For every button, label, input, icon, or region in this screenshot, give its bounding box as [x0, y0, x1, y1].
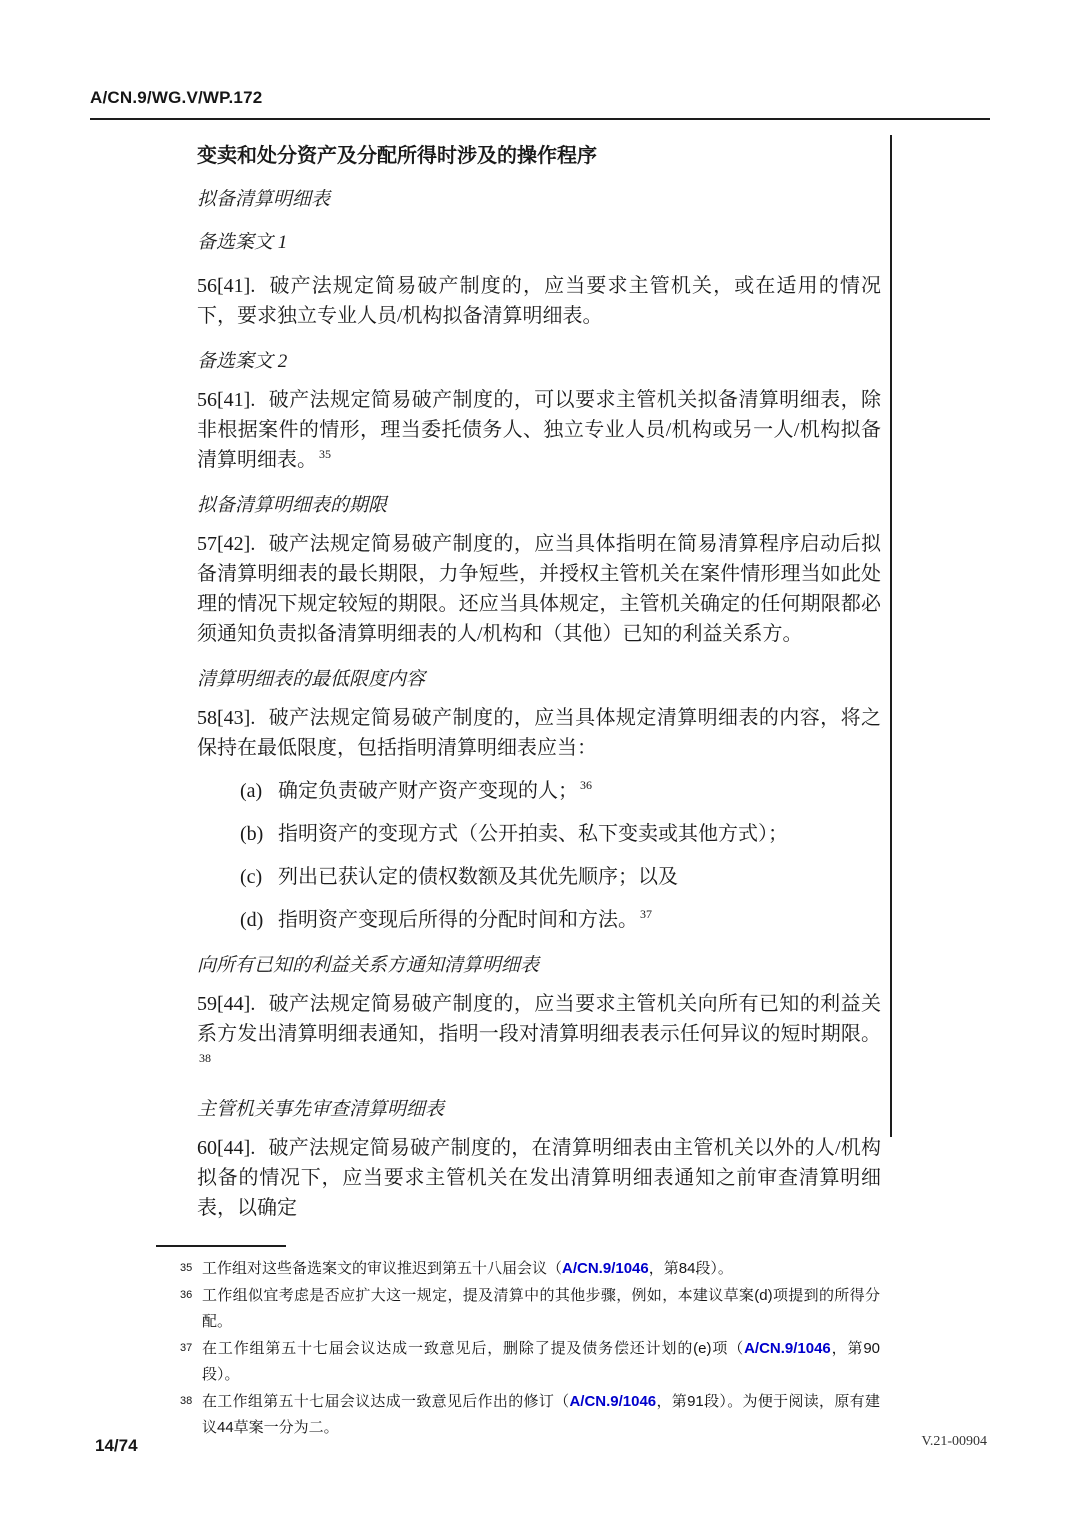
- paragraph-number: 56[41].: [197, 275, 256, 297]
- list-item-label: (d): [240, 909, 264, 931]
- doc-reference-link[interactable]: A/CN.9/1046: [569, 1393, 657, 1410]
- doc-reference-link[interactable]: A/CN.9/1046: [562, 1260, 649, 1277]
- list-item-text: 列出已获认定的债权数额及其优先顺序；以及: [278, 866, 678, 888]
- list-item-label: (c): [240, 866, 263, 888]
- footnote-text: 在工作组第五十七届会议达成一致意见后，删除了提及债务偿还计划的(e)项（: [202, 1340, 745, 1357]
- page-title: 变卖和处分资产及分配所得时涉及的操作程序: [197, 145, 597, 167]
- heading-minimum-content: 清算明细表的最低限度内容: [197, 669, 426, 690]
- footnote-number: 38: [180, 1395, 193, 1407]
- footnote-text: 在工作组第五十七届会议达成一致意见后作出的修订（: [202, 1393, 570, 1410]
- footnote-number: 35: [180, 1262, 193, 1274]
- list-item-d: [197, 905, 881, 935]
- list-item-a: [197, 776, 881, 806]
- paragraph-text: 破产法规定简易破产制度的，应当要求主管机关，或在适用的情况下，要求独立专业人员/机构拟备清算明细表。: [197, 275, 881, 327]
- footnote-38: [180, 1389, 880, 1441]
- paragraph-58: [197, 703, 881, 763]
- paragraph-text: 破产法规定简易破产制度的，可以要求主管机关拟备清算明细表，除非根据案件的情形，理当委托债务人、独立专业人员/机构或另一人/机构拟备清算明细表。: [197, 389, 881, 471]
- page-number: 14/74: [95, 1436, 138, 1455]
- list-item-text: 确定负责破产财产资产变现的人；: [278, 780, 578, 802]
- footnote-separator: [156, 1245, 286, 1247]
- footnote-35: [180, 1256, 880, 1282]
- footnote-37: [180, 1336, 880, 1388]
- footnote-number: 37: [180, 1342, 193, 1354]
- list-item-text: 指明资产变现后所得的分配时间和方法。: [278, 909, 638, 931]
- footnote-text: ，第84段）。: [648, 1260, 733, 1277]
- paragraph-text: 破产法规定简易破产制度的，应当要求主管机关向所有已知的利益关系方发出清算明细表通知，指明一段对清算明细表表示任何异议的短时期限。: [197, 993, 881, 1045]
- header-rule: [90, 118, 990, 120]
- paragraph-59: [197, 989, 881, 1079]
- paragraph-text: 破产法规定简易破产制度的，应当具体规定清算明细表的内容，将之保持在最低限度，包括指明清算明细表应当：: [197, 707, 881, 759]
- paragraph-number: 58[43].: [197, 707, 256, 729]
- paragraph-number: 56[41].: [197, 389, 256, 411]
- footnote-text: 工作组似宜考虑是否应扩大这一规定，提及清算中的其他步骤，例如，本建议草案(d)项提到的所得分配。: [202, 1287, 880, 1330]
- heading-deadline: 拟备清算明细表的期限: [197, 495, 388, 516]
- footnote-text: ，第90段）。: [202, 1340, 880, 1383]
- paragraph-57: [197, 529, 881, 649]
- list-item-label: (b): [240, 823, 264, 845]
- footnote-ref-35: 35: [319, 447, 331, 462]
- heading-alternative-2: 备选案文 2: [197, 351, 288, 372]
- footnote-ref-37: 37: [640, 907, 652, 922]
- list-item-c: [197, 862, 881, 892]
- footnote-ref-36: 36: [580, 778, 592, 793]
- revision-change-bar: [890, 135, 892, 1137]
- paragraph-number: 60[44].: [197, 1137, 256, 1159]
- list-item-b: [197, 819, 881, 849]
- doc-symbol: A/CN.9/WG.V/WP.172: [90, 88, 263, 107]
- doc-reference-link[interactable]: A/CN.9/1046: [744, 1340, 831, 1357]
- heading-notice: 向所有已知的利益关系方通知清算明细表: [197, 955, 540, 976]
- footnote-36: [180, 1283, 880, 1335]
- doc-number: V.21-00904: [921, 1434, 987, 1449]
- paragraph-56-alt1: [197, 271, 881, 331]
- paragraph-text: 破产法规定简易破产制度的，应当具体指明在简易清算程序启动后拟备清算明细表的最长期限，力争短些，并授权主管机关在案件情形理当如此处理的情况下规定较短的期限。还应当具体规定，主管机关确定的任何期限都必须通知负责拟备清算明细表的人/机构和（其他）已知的利益关系方。: [197, 533, 881, 645]
- heading-prepare-schedule: 拟备清算明细表: [197, 189, 331, 210]
- list-item-text: 指明资产的变现方式（公开拍卖、私下变卖或其他方式）；: [278, 823, 788, 845]
- footnote-number: 36: [180, 1289, 193, 1301]
- document-body: [197, 143, 881, 1223]
- heading-alternative-1: 备选案文 1: [197, 232, 288, 253]
- footnote-ref-38: 38: [199, 1051, 211, 1066]
- paragraph-number: 57[42].: [197, 533, 256, 555]
- footnote-text: ，第91段）。为便于阅读，原有建议44草案一分为二。: [202, 1393, 880, 1436]
- paragraph-60: [197, 1133, 881, 1223]
- list-item-label: (a): [240, 780, 263, 802]
- paragraph-text: 破产法规定简易破产制度的，在清算明细表由主管机关以外的人/机构拟备的情况下，应当要求主管机关在发出清算明细表通知之前审查清算明细表，以确定: [197, 1137, 881, 1219]
- heading-prior-review: 主管机关事先审查清算明细表: [197, 1099, 445, 1120]
- footnote-text: 工作组对这些备选案文的审议推迟到第五十八届会议（: [202, 1260, 563, 1277]
- footnotes: [180, 1256, 880, 1442]
- paragraph-56-alt2: [197, 385, 881, 475]
- paragraph-number: 59[44].: [197, 993, 256, 1015]
